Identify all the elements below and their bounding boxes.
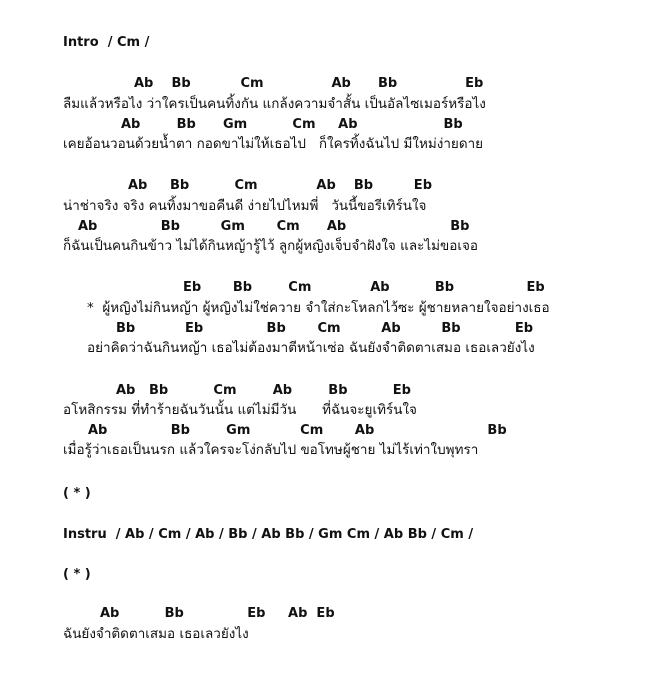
verse3-chords-1: Ab Bb Cm Ab Bb Eb [116,383,411,398]
outro-lyric-1: ฉันยังจำติดตาเสมอ เธอเลวยังไง [63,626,249,642]
chorus-chords-1: Eb Bb Cm Ab Bb Eb [183,280,545,295]
chorus-chords-2: Bb Eb Bb Cm Ab Bb Eb [116,321,534,336]
verse2-chords-2: Ab Bb Gm Cm Ab Bb [78,219,470,234]
chorus-lyric-2: อย่าคิดว่าฉันกินหญ้า เธอไม่ต้องมาตีหน้าเซ่อ ฉันยังจำติดตาเสมอ เธอเลวยังไง [87,340,535,356]
refrain-mark-2: ( * ) [63,567,91,582]
verse1-chords-1: Ab Bb Cm Ab Bb Eb [134,76,484,91]
verse1-lyric-2: เคยอ้อนวอนด้วยน้ำตา กอดขาไม่ให้เธอไป ก็ใครทิ้งฉันไป มีใหม่ง่ายดาย [63,136,484,152]
intro-line: Intro / Cm / [63,35,150,50]
verse3-lyric-1: อโหสิกรรม ที่ทำร้ายฉันวันนั้น แต่ไม่มีวัน ที่ฉันจะยูเทิร์นใจ [63,402,417,418]
verse2-chords-1: Ab Bb Cm Ab Bb Eb [128,178,432,193]
outro-chords-1: Ab Bb Eb Ab Eb [100,606,335,621]
verse1-lyric-1: ลืมแล้วหรือไง ว่าใครเป็นคนทิ้งกัน แกล้งความจำสั้น เป็นอัลไซเมอร์หรือไง [63,96,486,112]
verse2-lyric-2: ก็ฉันเป็นคนกินข้าว ไม่ได้กินหญ้ารู้ไว้ ลูกผู้หญิงเจ็บจำฝังใจ และไม่ขอเจอ [63,238,479,254]
refrain-mark: ( * ) [63,486,91,501]
chorus-lyric-1: * ผู้หญิงไม่กินหญ้า ผู้หญิงไม่ใช่ควาย จำใส่กะโหลกไว้ซะ ผู้ชายหลายใจอย่างเธอ [87,300,550,316]
verse2-lyric-1: น่าช่าจริง จริง คนทิ้งมาขอคืนดี ง่ายไปไหมพี่ วันนี้ขอรีเทิร์นใจ [63,198,427,214]
verse3-lyric-2: เมื่อรู้ว่าเธอเป็นนรก แล้วใครจะโง่กลับไป ขอโทษผู้ชาย ไม่ไร้เท่าใบพุทรา [63,442,479,458]
instru-line: Instru / Ab / Cm / Ab / Bb / Ab Bb / Gm Cm / Ab Bb / Cm / [63,527,474,542]
verse1-chords-2: Ab Bb Gm Cm Ab Bb [121,117,463,132]
verse3-chords-2: Ab Bb Gm Cm Ab Bb [88,423,507,438]
